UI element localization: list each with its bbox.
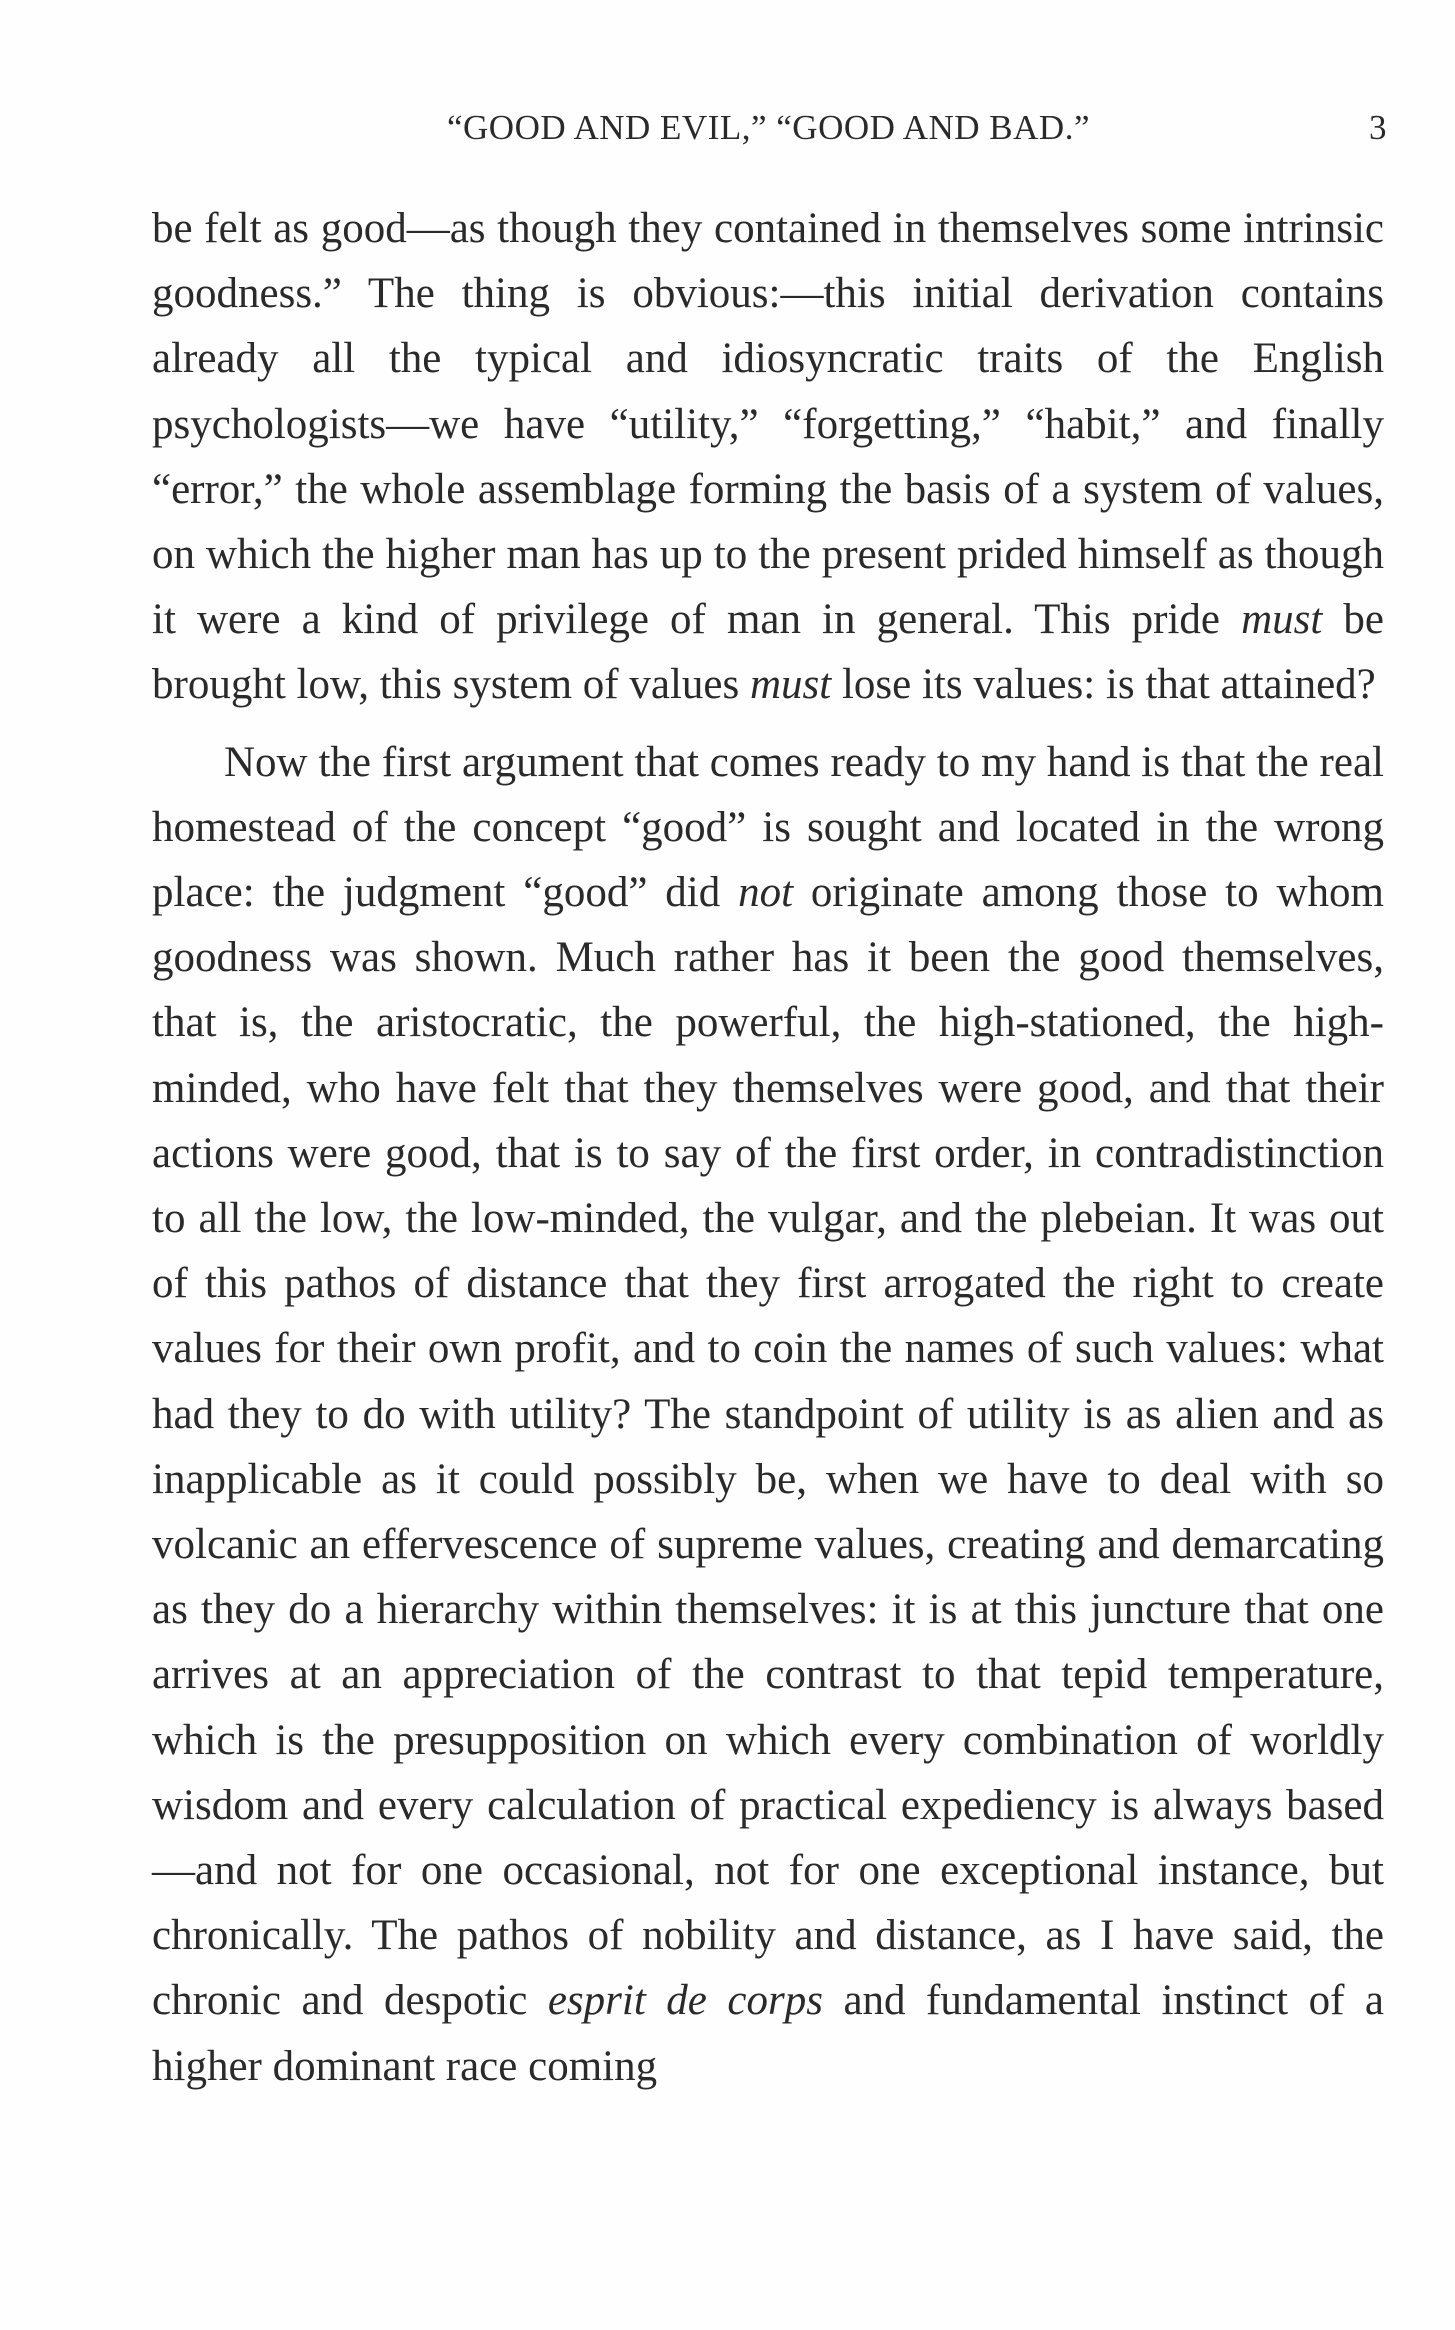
text-run: originate among those to whom goodness was shown. Much rather has it been the good themselves, that is, the aristocratic, the powerful, the high-stationed, the high-minded, who have felt that they themselves were good, and that their actions were good, that is to say of the first order, in contradistinction to all the low, the low-minded, the vulgar, and the plebeian. It was out of this pathos of distance that they first arrogated the right to create values for their own profit, and to coin the names of such values: what had they to do with utility? The standpoint of utility is as alien and as inapplicable as it could possibly be, when we have to deal with so volcanic an effervescence of supreme values, creating and demarcating as they do a hierarchy within themselves: it is at this juncture that one arrives at an appreciation of the contrast to that tepid temperature, which is the presupposition on which every combination of worldly wisdom and every calculation of practical expediency is always based—and not for one occasional, not for one exceptional instance, but chronically. The pathos of nobility and distance, as I have said, the chronic and despotic bbox=[152, 869, 1384, 2025]
text-run: be brought low, this system of values bbox=[152, 596, 1384, 709]
paragraph-continued bbox=[152, 196, 1384, 718]
italic-run: esprit de corps bbox=[547, 1977, 823, 2025]
text-run: be felt as good—as though they contained in themselves some intrinsic goodness.” The thing is obvious:—this initial derivation contains already all the typical and idiosyncratic traits of the English psychologists—we have “utility,” “forgetting,” “habit,” and finally “error,” the whole assemblage forming the basis of a system of values, on which the higher man has up to the present prided himself as though it were a kind of privilege of man in general. This pride bbox=[152, 205, 1384, 644]
text-run: lose its values: is that attained? bbox=[831, 661, 1376, 709]
text-run: and fundamental instinct of a higher dominant race coming bbox=[152, 1977, 1384, 2090]
body-text bbox=[152, 196, 1384, 2099]
text-run: Now the first argument that comes ready to my hand is that the real homestead of the concept “good” is sought and located in the wrong place: the judgment “good” did bbox=[152, 738, 1384, 917]
italic-run: must bbox=[1241, 596, 1323, 644]
paragraph bbox=[152, 730, 1384, 2099]
running-head bbox=[150, 108, 1387, 156]
page-number: 3 bbox=[1369, 108, 1387, 147]
italic-run: must bbox=[749, 661, 832, 709]
italic-run: not bbox=[738, 869, 794, 917]
running-title: “GOOD AND EVIL,” “GOOD AND BAD.” bbox=[447, 108, 1090, 147]
